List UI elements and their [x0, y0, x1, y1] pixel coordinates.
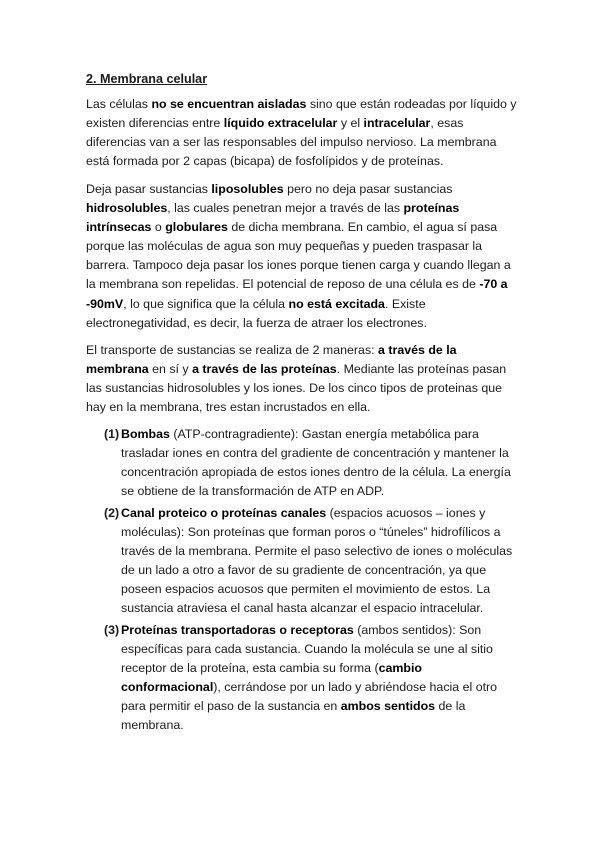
text: . Mediante las proteínas pasan las sustancias hidrosolubles y los iones. De los cinco tipos de proteinas que hay en la membrana, tres estan incrustados en ella. [86, 362, 507, 415]
section-title: 2. Membrana celular [86, 72, 208, 86]
paragraph-intro [86, 95, 518, 171]
bold-text: intracelular [363, 116, 431, 131]
text: y el [337, 116, 364, 131]
bold-text: Canal proteico o proteínas canales [121, 505, 327, 520]
bold-text: no se encuentran aisladas [151, 97, 307, 111]
text: (ambos sentidos): Son específicas para cada sustancia. Cuando la molécula se une al sitio receptor de la proteína, esta cambia su forma ( [121, 622, 493, 676]
list-number: (2) [104, 505, 120, 520]
bold-text: liposolubles [211, 182, 284, 196]
bold-text: líquido extracelular [223, 116, 338, 131]
text: El transporte de sustancias se realiza de 2 maneras: [86, 343, 379, 357]
bold-text: Proteínas transportadoras o receptoras [121, 622, 354, 637]
text: . Existe electronegatividad, es decir, la fuerza de atraer los electrones. [86, 296, 427, 330]
text: (espacios acuosos – iones y moléculas): Son proteínas que forman poros o “túneles” hidrofílicos a través de la membrana. Permite el paso selectivo de iones o moléculas de un lado a otro a favor de su gradiente de concentración, ya que poseen espacios acuosos que permiten el movimiento de estos. La sustancia atraviesa el canal hasta alcanzar el espacio intracelular. [121, 505, 513, 616]
text: , las cuales penetran mejor a través de las [167, 201, 404, 216]
text: sino que están rodeadas por líquido y existen diferencias entre [86, 97, 517, 131]
paragraph-permeability [86, 180, 518, 333]
bold-text: proteínas intrínsecas [86, 201, 460, 235]
bold-text: Bombas [121, 427, 170, 441]
text: (ATP-contragradiente): Gastan energía metabólica para trasladar iones en contra del gradiente de concentración y mantener la concentración apropiada de estos iones dentro de la célula. La energía se obtiene de la transformación de ATP en ADP. [121, 427, 511, 499]
text: ), cerrándose por un lado y abriéndose hacia el otro para permitir el paso de la sustancia en [121, 680, 498, 714]
list-item [86, 504, 518, 619]
bold-text: hidrosolubles [86, 201, 168, 216]
bold-text: globulares [165, 220, 228, 235]
bold-text: -70 a -90mV [86, 277, 508, 311]
text: Deja pasar sustancias [86, 182, 212, 196]
list-item [86, 621, 518, 736]
protein-types-list [86, 425, 518, 738]
text: Las células [86, 97, 152, 111]
paragraph-transport [86, 341, 518, 417]
text: de dicha membrana. En cambio, el agua sí pasa porque las moléculas de agua son muy pequeñas y pueden traspasar la barrera. Tampoco deja pasar los iones porque tienen carga y cuando llegan a la membrana son repelidas. El potencial de reposo de una célula es de [86, 220, 511, 292]
text: en sí y [148, 362, 193, 377]
bold-text: a través de las proteínas [192, 362, 337, 377]
bold-text: no está excitada [288, 296, 385, 311]
bold-text: a través de la membrana [86, 343, 457, 377]
text: o [151, 220, 166, 235]
bold-text: ambos sentidos [340, 699, 436, 714]
list-number: (1) [104, 427, 120, 441]
list-number: (3) [104, 622, 120, 637]
text: de la membrana. [121, 699, 466, 733]
text: pero no deja pasar sustancias [283, 182, 453, 196]
list-item [86, 425, 518, 501]
text: , lo que significa que la célula [123, 296, 289, 311]
text: , esas diferencias van a ser las responsables del impulso nervioso. La membrana está formada por 2 capas (bicapa) de fosfolípidos y de proteínas. [86, 116, 497, 169]
bold-text: cambio conformacional [121, 661, 422, 695]
